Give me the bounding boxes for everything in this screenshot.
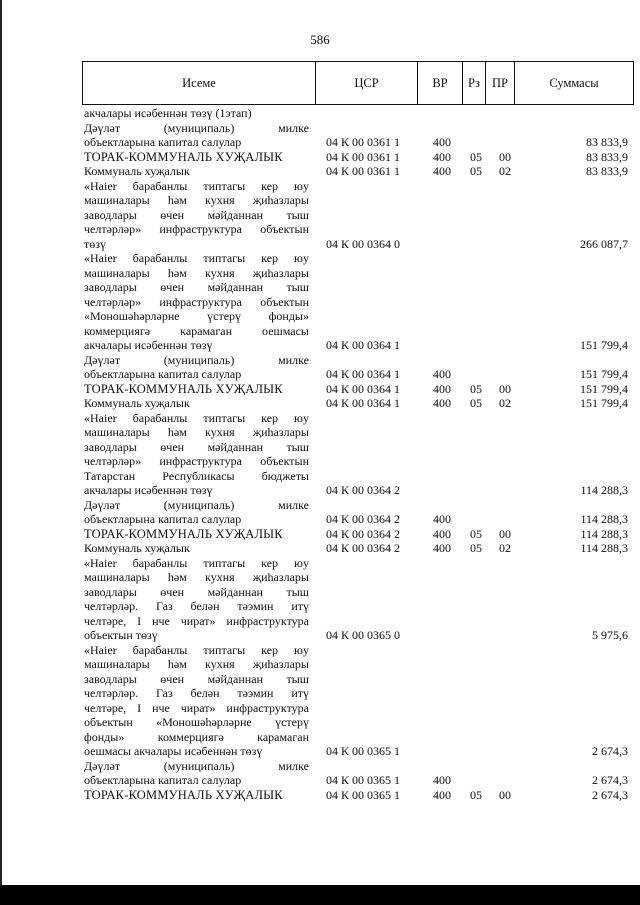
table-row	[82, 106, 634, 121]
row-csr: 04 К 00 0361 1	[326, 164, 401, 178]
row-sum: 2 674,3	[592, 773, 628, 787]
row-name	[82, 164, 309, 179]
row-name-line: объектларына капитал салулар	[84, 773, 242, 787]
row-csr: 04 К 00 0364 1	[326, 338, 401, 352]
row-rz: 05	[470, 164, 482, 178]
row-name-line: машиналары һәм кухня җиһазлары	[84, 193, 309, 207]
row-name-line: машиналары һәм кухня җиһазлары	[84, 425, 309, 439]
row-name	[82, 556, 309, 643]
row-vr: 400	[433, 164, 451, 178]
row-name-line: заводлары өчен мәйданнан тыш	[84, 439, 309, 454]
row-name	[82, 150, 309, 165]
row-name-line: объектларына капитал салулар	[84, 135, 242, 149]
row-sum: 5 975,6	[592, 628, 628, 642]
table-header	[82, 61, 634, 105]
row-csr: 04 К 00 0364 2	[326, 483, 401, 497]
table-row	[82, 556, 634, 643]
row-name-line: Коммуналь хуҗалык	[84, 396, 190, 410]
header-sum: Суммасы	[549, 75, 599, 90]
row-sum: 114 288,3	[580, 512, 628, 526]
row-sum: 114 288,3	[580, 526, 628, 541]
row-sum: 83 833,9	[586, 164, 628, 178]
row-name-line: акчалары исәбеннән төзү	[84, 483, 213, 497]
row-vr: 400	[433, 541, 451, 555]
row-name	[82, 541, 309, 556]
row-sum: 83 833,9	[586, 149, 628, 164]
row-csr: 04 К 00 0365 0	[326, 628, 401, 642]
table-row	[82, 121, 634, 150]
row-name	[82, 527, 309, 542]
row-name-line: Дәүләт (муниципаль) милке	[84, 120, 309, 135]
row-rz: 05	[470, 541, 482, 555]
row-name	[82, 498, 309, 527]
row-name-line: коммерциягә карамаган оешмасы	[84, 323, 309, 338]
table-row	[82, 164, 634, 179]
row-csr: 04 К 00 0365 1	[326, 773, 401, 787]
row-name	[82, 643, 309, 759]
row-name-line: машиналары һәм кухня җиһазлары	[84, 657, 309, 671]
header-vr: ВР	[418, 62, 463, 104]
row-name-line: ТОРАК-КОММУНАЛЬ ХУҖАЛЫК	[84, 149, 283, 164]
row-vr: 400	[433, 135, 451, 149]
table-row	[82, 498, 634, 527]
row-sum: 114 288,3	[580, 483, 628, 497]
row-rz: 05	[470, 787, 482, 802]
header-pr: ПР	[486, 62, 515, 104]
row-pr: 00	[499, 381, 511, 396]
row-name-line: Татарстан Республикасы бюджеты	[84, 468, 309, 483]
row-pr: 02	[499, 164, 511, 178]
row-name-line: заводлары өчен мәйданнан тыш	[84, 280, 309, 294]
row-name-line: челтәрләр» инфраструктура объектын	[84, 222, 309, 236]
page-number: 586	[310, 32, 330, 47]
scan-edge	[0, 0, 2, 905]
row-name	[82, 382, 309, 397]
row-name-line: Дәүләт (муниципаль) милке	[84, 352, 309, 367]
row-name-line: челтәрләр. Газ белән тәэмин итү	[84, 686, 309, 700]
row-pr: 02	[499, 541, 511, 555]
row-sum: 151 799,4	[580, 367, 628, 381]
row-vr: 400	[433, 526, 451, 541]
table-row	[82, 411, 634, 498]
row-name-line: челтәрләр. Газ белән тәэмин итү	[84, 599, 309, 613]
row-name-line: акчалары исәбеннән төзү (1этап)	[84, 106, 252, 120]
row-csr: 04 К 00 0361 1	[326, 135, 401, 149]
row-vr: 400	[433, 787, 451, 802]
row-name	[82, 106, 309, 121]
row-name-line: ТОРАК-КОММУНАЛЬ ХУҖАЛЫК	[84, 381, 283, 396]
table-body	[82, 106, 634, 802]
row-csr: 04 К 00 0364 0	[326, 236, 401, 251]
header-name: Исеме	[83, 62, 316, 104]
row-name-line: объектларына капитал салулар	[84, 367, 242, 381]
row-vr: 400	[433, 381, 451, 396]
row-name-line: машиналары һәм кухня җиһазлары	[84, 570, 309, 584]
row-name-line: Коммуналь хуҗалык	[84, 541, 190, 555]
row-name-line: «Haier барабанлы типтагы кер юу	[84, 642, 309, 657]
row-name	[82, 788, 309, 803]
row-name-line: Дәүләт (муниципаль) милке	[84, 758, 309, 773]
row-vr: 400	[433, 367, 451, 381]
row-name-line: объектларына капитал салулар	[84, 512, 242, 526]
row-csr: 04 К 00 0364 2	[326, 541, 401, 555]
table-row	[82, 541, 634, 556]
table-row	[82, 396, 634, 411]
table-row	[82, 150, 634, 165]
table-row	[82, 643, 634, 759]
scan-bottom-bar	[0, 885, 640, 905]
row-name	[82, 353, 309, 382]
row-name	[82, 179, 309, 252]
row-vr: 400	[433, 396, 451, 410]
row-csr: 04 К 00 0364 1	[326, 367, 401, 381]
row-rz: 05	[470, 381, 482, 396]
row-csr: 04 К 00 0364 1	[326, 381, 401, 396]
row-name-line: объектын төзү	[84, 628, 158, 642]
row-name-line: машиналары һәм кухня җиһазлары	[84, 265, 309, 280]
row-name	[82, 411, 309, 498]
row-name-line: ТОРАК-КОММУНАЛЬ ХУҖАЛЫК	[84, 526, 283, 541]
row-name	[82, 396, 309, 411]
row-sum: 114 288,3	[580, 541, 628, 555]
row-csr: 04 К 00 0365 1	[326, 744, 401, 758]
row-name-line: «Haier барабанлы типтагы кер юу	[84, 555, 309, 570]
header-csr: ЦСР	[316, 62, 418, 104]
row-csr: 04 К 00 0361 1	[326, 149, 401, 164]
row-name-line: төзү	[84, 236, 106, 251]
row-name-line: объектын «Моношәһәрләрне үстерү	[84, 715, 309, 729]
row-sum: 151 799,4	[580, 338, 628, 352]
row-name-line: «Haier барабанлы типтагы кер юу	[84, 178, 309, 193]
table-row	[82, 759, 634, 788]
row-rz: 05	[470, 396, 482, 410]
row-name-line: челтәре, I нче чират» инфраструктура	[84, 700, 309, 715]
row-name-line: Дәүләт (муниципаль) милке	[84, 497, 309, 512]
row-name	[82, 759, 309, 788]
row-rz: 05	[470, 149, 482, 164]
row-name-line: акчалары исәбеннән төзү	[84, 338, 213, 352]
row-sum: 2 674,3	[592, 744, 628, 758]
row-sum: 151 799,4	[580, 381, 628, 396]
row-pr: 00	[499, 149, 511, 164]
row-sum: 2 674,3	[592, 787, 628, 802]
row-pr: 02	[499, 396, 511, 410]
table-row	[82, 251, 634, 353]
row-name-line: ТОРАК-КОММУНАЛЬ ХУҖАЛЫК	[84, 787, 283, 802]
row-name-line: «Haier барабанлы типтагы кер юу	[84, 410, 309, 425]
row-name-line: Коммуналь хуҗалык	[84, 164, 190, 178]
row-csr: 04 К 00 0365 1	[326, 787, 401, 802]
table-row	[82, 788, 634, 803]
table-row	[82, 179, 634, 252]
row-name-line: оешмасы акчалары исәбеннән төзү	[84, 744, 263, 758]
row-rz: 05	[470, 526, 482, 541]
row-name-line: заводлары өчен мәйданнан тыш	[84, 584, 309, 599]
row-pr: 00	[499, 526, 511, 541]
row-sum: 266 087,7	[580, 236, 628, 251]
row-vr: 400	[433, 512, 451, 526]
row-csr: 04 К 00 0364 2	[326, 526, 401, 541]
row-name	[82, 121, 309, 150]
row-csr: 04 К 00 0364 2	[326, 512, 401, 526]
row-name-line: фонды» коммерциягә карамаган	[84, 729, 309, 744]
row-name-line: «Haier барабанлы типтагы кер юу	[84, 251, 309, 265]
row-name-line: челтәрләр» инфраструктура объектын	[84, 454, 309, 468]
row-name	[82, 251, 309, 353]
table-row	[82, 527, 634, 542]
row-name-line: заводлары өчен мәйданнан тыш	[84, 671, 309, 686]
header-rz: Рз	[463, 62, 486, 104]
row-vr: 400	[433, 773, 451, 787]
row-name-line: челтәрләр» инфраструктура объектын	[84, 294, 309, 309]
row-name-line: челтәре, I нче чират» инфраструктура	[84, 613, 309, 628]
table-row	[82, 353, 634, 382]
row-csr: 04 К 00 0364 1	[326, 396, 401, 410]
row-sum: 151 799,4	[580, 396, 628, 410]
row-name-line: заводлары өчен мәйданнан тыш	[84, 207, 309, 222]
table-row	[82, 382, 634, 397]
row-name-line: «Моношәһәрләрне үстерү фонды»	[84, 309, 309, 323]
row-pr: 00	[499, 787, 511, 802]
row-vr: 400	[433, 149, 451, 164]
row-sum: 83 833,9	[586, 135, 628, 149]
